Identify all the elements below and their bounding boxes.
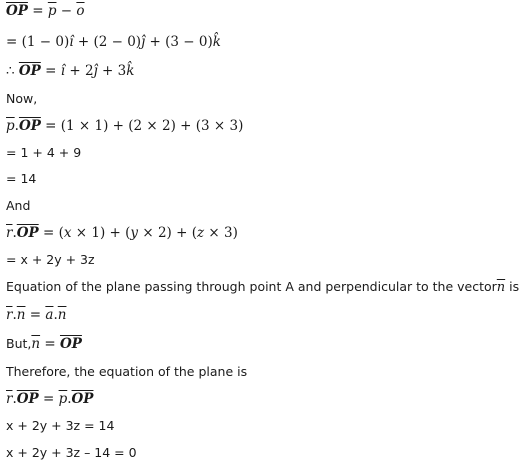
line-1: $\overline{OP} = \overline{p} - \overline{o}$ (6, 3, 85, 19)
line-2: = (1 − 0)î + (2 − 0)ĵ + (3 − 0)k̂ (6, 34, 221, 50)
line-14: Therefore, the equation of the plane is (6, 364, 248, 379)
line-6: = 1 + 4 + 9 (6, 145, 82, 160)
line-12: $\overline{r}.\overline{n} = \overline{a}.\overline{n}$ (6, 307, 67, 323)
line-10: = x + 2y + 3z (6, 252, 95, 267)
line-11: Equation of the plane passing through point A and perpendicular to the $vector\overline{n}$ is (6, 279, 519, 295)
line-11-text: Equation of the plane passing through point A and perpendicular to the vector (6, 279, 497, 294)
n-vector: $\overline{n}$ (496, 280, 506, 295)
line-4: Now, (6, 91, 38, 106)
line-9: $\overline{r}.\overline{OP} = (x \times 1) + (y \times 2) + (z \times 3)$ (6, 225, 238, 241)
line-16: x + 2y + 3z = 14 (6, 418, 115, 433)
line-3: ∴ $\overline{OP}$ = î + 2ĵ + 3k̂ (6, 63, 135, 79)
line-5: $\overline{p}.\overline{OP} = (1 \times 1) + (2 \times 2) + (3 \times 3)$ (6, 118, 244, 134)
line-17: x + 2y + 3z – 14 = 0 (6, 445, 137, 460)
line-13: $But,\overline{n} = \overline{OP}$ (6, 336, 82, 352)
line-8: And (6, 198, 31, 213)
line-7: = 14 (6, 171, 37, 186)
line-15: $\overline{r}.\overline{OP} = \overline{p}.\overline{OP}$ (6, 391, 94, 407)
